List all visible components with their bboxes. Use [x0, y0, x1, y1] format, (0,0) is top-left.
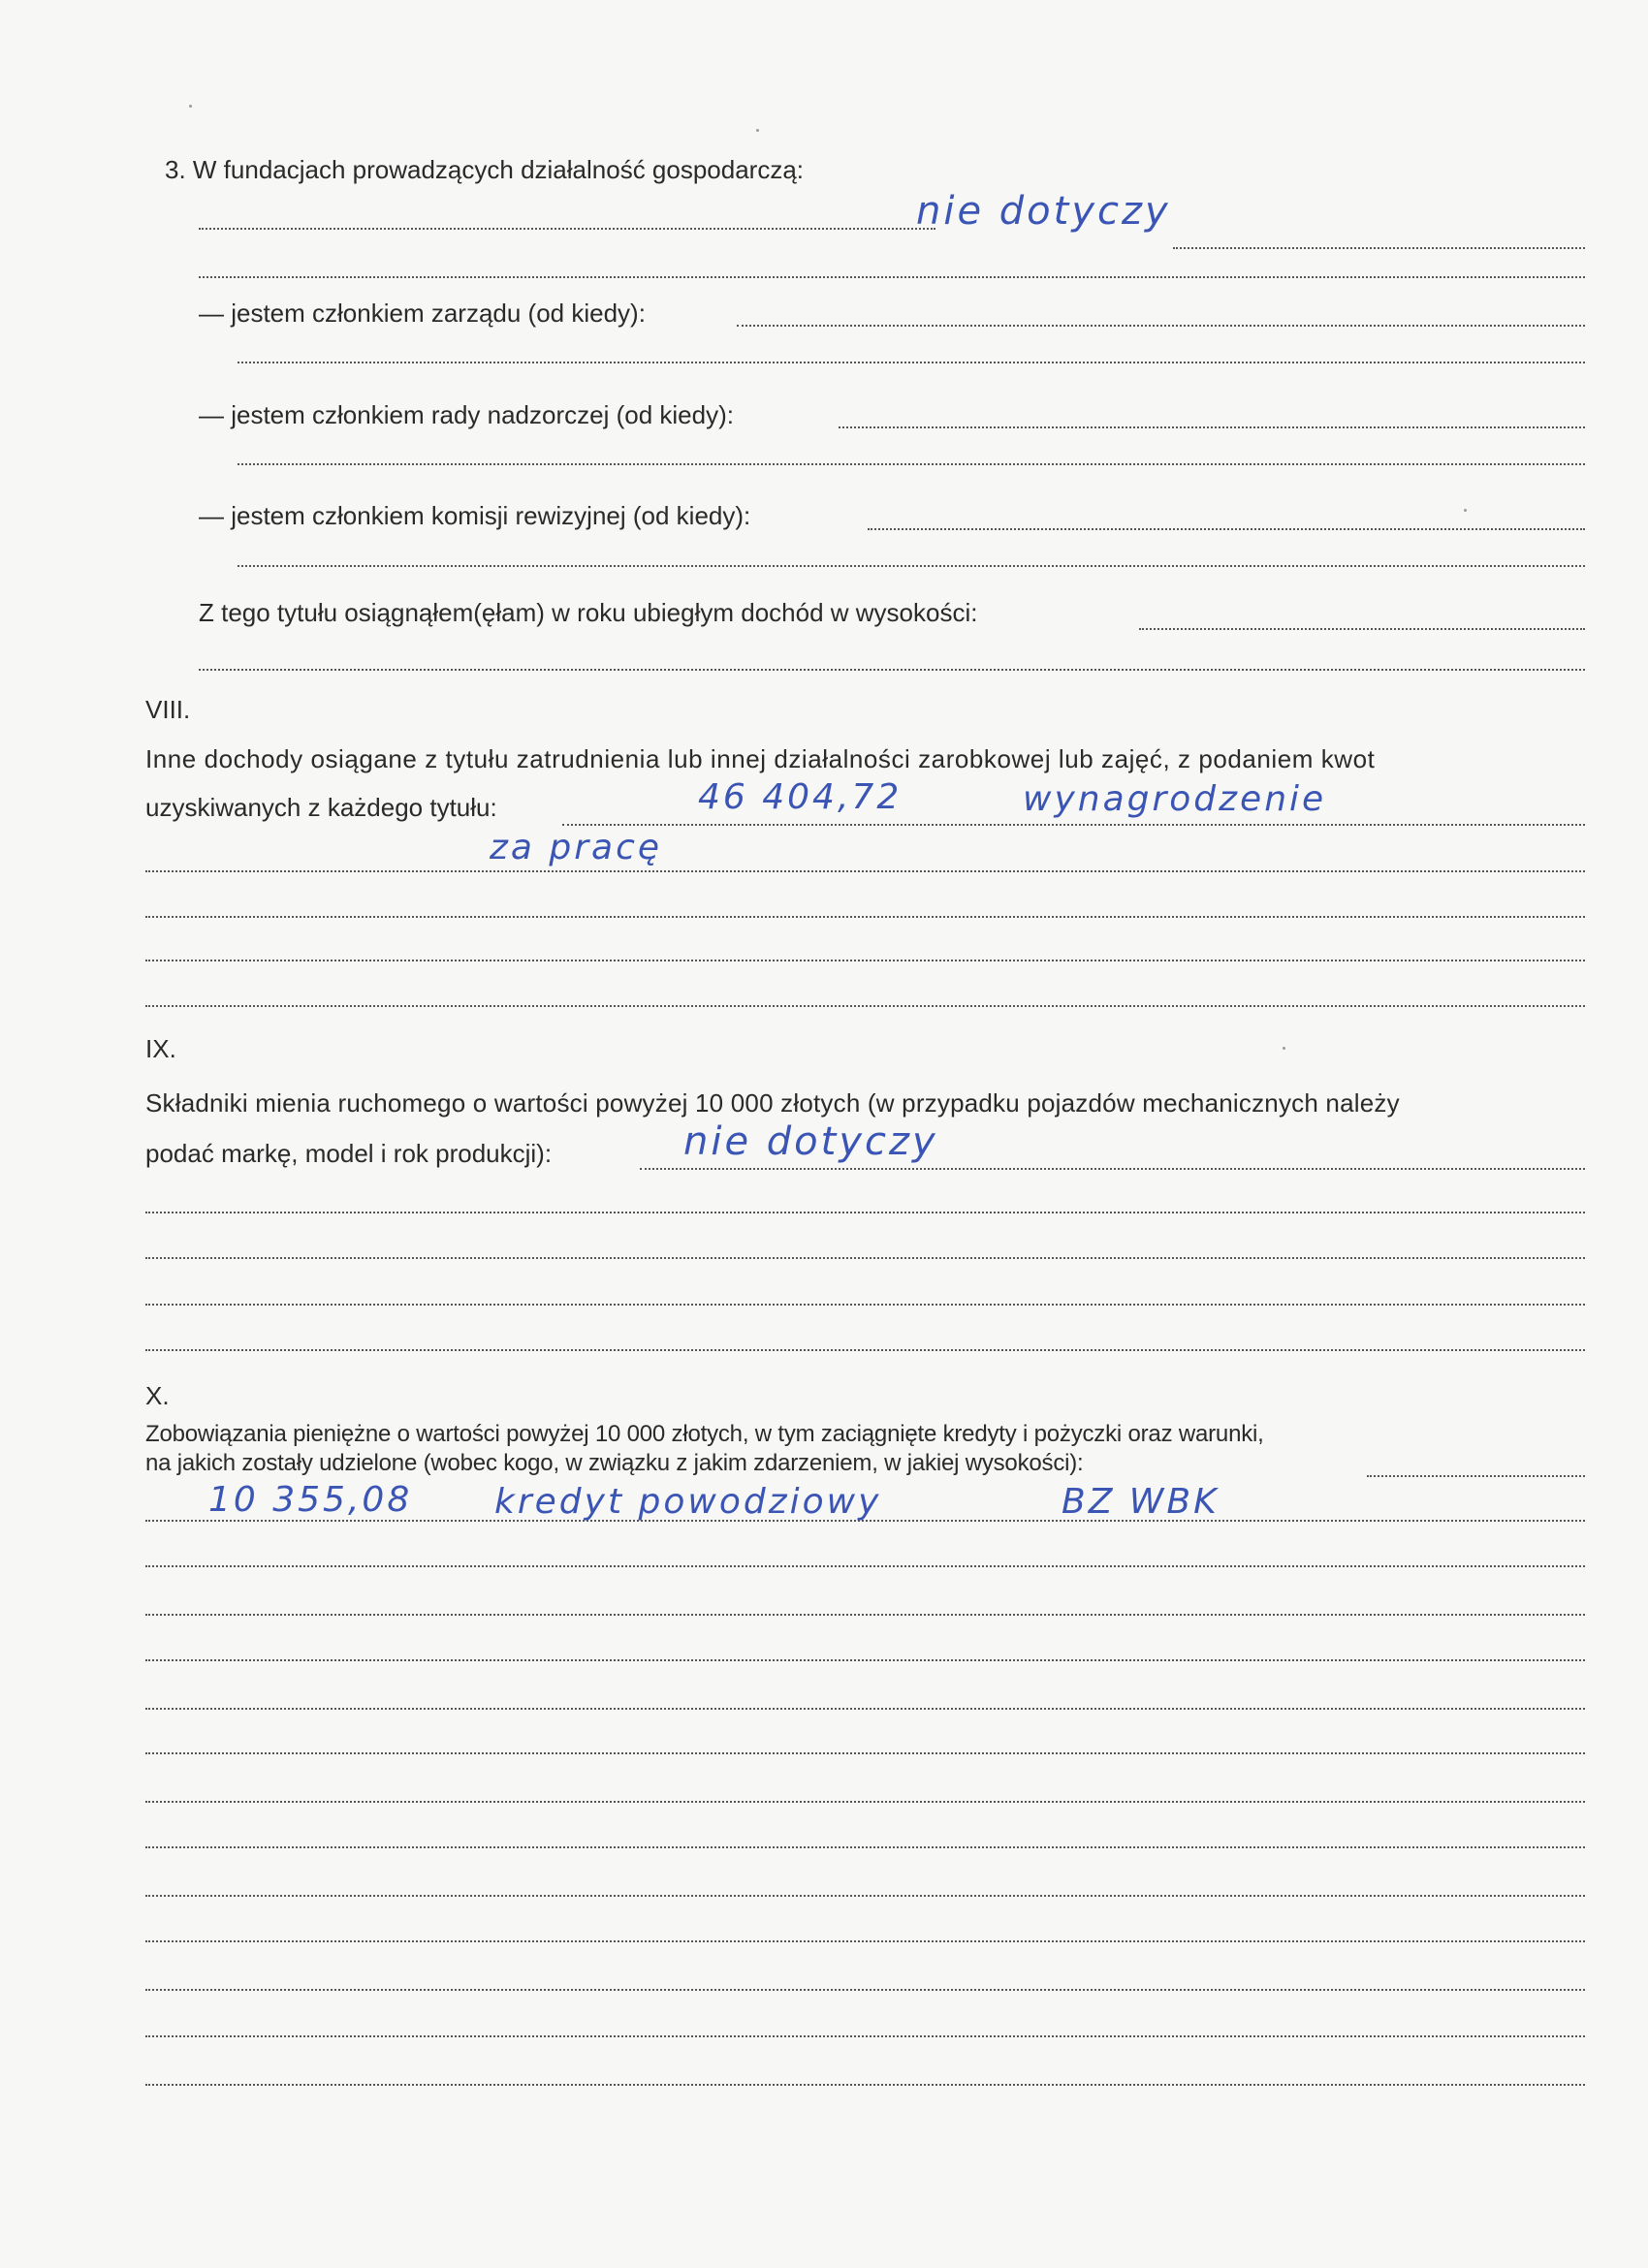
- handwritten-answer: BZ WBK: [1062, 1482, 1220, 1522]
- income-label: Z tego tytułu osiągnąłem(ęłam) w roku ubiegłym dochód w wysokości:: [199, 598, 978, 627]
- fill-line: [145, 916, 1585, 918]
- fill-line: [640, 1168, 1585, 1170]
- fill-line: [1173, 247, 1585, 249]
- section8-line1: Inne dochody osiągane z tytułu zatrudnienia lub innej działalności zarobkowej lub zajęć, z podaniem kwot: [145, 744, 1376, 773]
- section9-line1: Składniki mienia ruchomego o wartości powyżej 10 000 złotych (w przypadku pojazdów mechanicznych należy: [145, 1088, 1400, 1118]
- board-member-label: — jestem członkiem zarządu (od kiedy):: [199, 299, 646, 328]
- section10-line2: na jakich zostały udzielone (wobec kogo, w związku z jakim zdarzeniem, w jakiej wysokości):: [145, 1450, 1084, 1476]
- fill-line: [145, 2084, 1585, 2086]
- fill-line: [1139, 628, 1585, 630]
- fill-line: [145, 1895, 1585, 1897]
- fill-line: [145, 1212, 1585, 1213]
- fill-line: [238, 463, 1585, 465]
- fill-line: [145, 1005, 1585, 1007]
- handwritten-answer: nie dotyczy: [683, 1119, 938, 1164]
- scan-speck: [1464, 509, 1467, 512]
- fill-line: [145, 1257, 1585, 1259]
- fill-line: [199, 276, 1585, 278]
- fill-line: [1367, 1475, 1585, 1477]
- audit-member-label: — jestem członkiem komisji rewizyjnej (od kiedy):: [199, 501, 751, 530]
- fill-line: [145, 1708, 1585, 1710]
- fill-line: [145, 1846, 1585, 1848]
- handwritten-amount: 10 355,08: [208, 1480, 413, 1520]
- handwritten-answer: wynagrodzenie: [1023, 779, 1327, 819]
- section10-line1: Zobowiązania pieniężne o wartości powyżej 10 000 złotych, w tym zaciągnięte kredyty i pożyczki oraz warunki,: [145, 1421, 1264, 1447]
- fill-line: [238, 565, 1585, 567]
- section3-heading: 3. W fundacjach prowadzących działalność gospodarczą:: [165, 155, 805, 184]
- fill-line: [145, 870, 1585, 872]
- fill-line: [238, 362, 1585, 363]
- fill-line: [868, 528, 1585, 530]
- fill-line: [145, 1940, 1585, 1942]
- section10-numeral: X.: [145, 1381, 170, 1410]
- scan-speck: [756, 129, 759, 132]
- fill-line: [145, 1304, 1585, 1306]
- fill-line: [145, 1989, 1585, 1991]
- fill-line: [145, 1752, 1585, 1754]
- fill-line: [737, 325, 1585, 327]
- handwritten-answer: nie dotyczy: [916, 189, 1171, 234]
- section8-line2: uzyskiwanych z każdego tytułu:: [145, 793, 497, 822]
- fill-line: [145, 960, 1585, 961]
- fill-line: [145, 2035, 1585, 2037]
- fill-line: [839, 426, 1585, 428]
- handwritten-amount: 46 404,72: [698, 777, 903, 817]
- handwritten-answer: kredyt powodziowy: [494, 1482, 882, 1522]
- fill-line: [562, 824, 1585, 826]
- fill-line: [145, 1659, 1585, 1661]
- fill-line: [145, 1349, 1585, 1351]
- fill-line: [145, 1614, 1585, 1616]
- scan-speck: [1283, 1047, 1285, 1050]
- fill-line: [199, 228, 935, 230]
- section9-line2: podać markę, model i rok produkcji):: [145, 1139, 553, 1168]
- fill-line: [145, 1565, 1585, 1567]
- fill-line: [199, 669, 1585, 671]
- handwritten-answer: za pracę: [490, 828, 663, 867]
- section8-numeral: VIII.: [145, 695, 191, 724]
- fill-line: [145, 1801, 1585, 1803]
- scan-speck: [189, 105, 192, 108]
- supervisory-member-label: — jestem członkiem rady nadzorczej (od kiedy):: [199, 400, 734, 429]
- section9-numeral: IX.: [145, 1034, 176, 1063]
